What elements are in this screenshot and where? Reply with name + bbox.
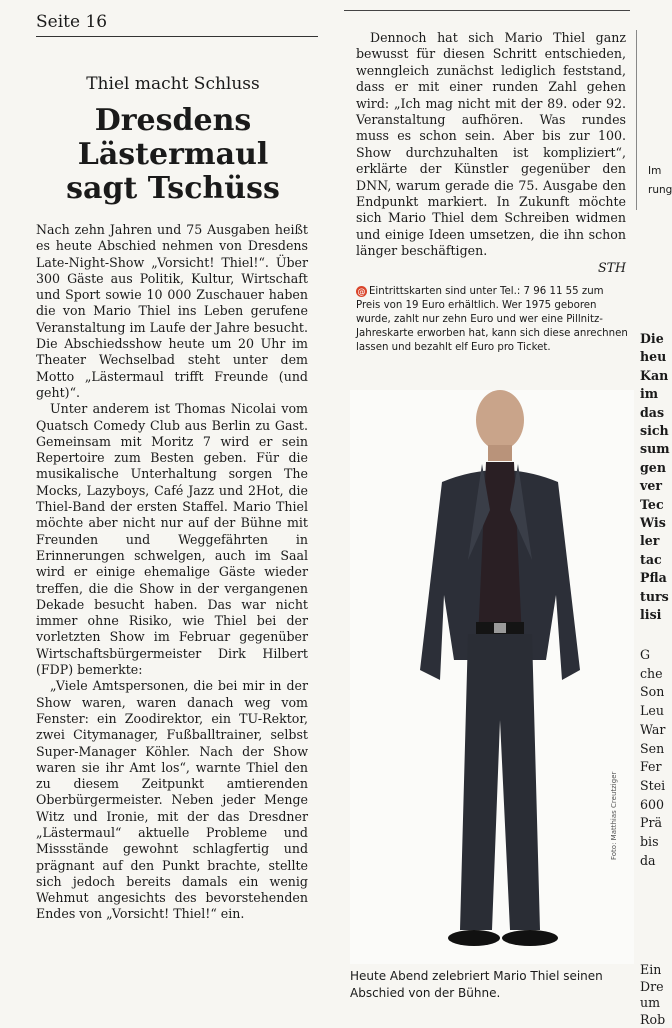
- ticket-info-text: Eintrittskarten sind unter Tel.: 7 96 11 55 zum Preis von 19 Euro erhältlich. Wer 1975 geboren wurde, zahlt nur zehn Euro und wer eine Pillnitz-Jahreskarte erworben hat, kann sich diese anrechnen lassen und bezahlt elf Euro pro Ticket.: [356, 286, 628, 353]
- neighbour-line: bis: [640, 833, 669, 852]
- neighbour-line: sum: [640, 440, 669, 458]
- neighbour-article-body: [640, 646, 669, 870]
- neighbour-line: Dre: [640, 979, 669, 996]
- neighbour-line: das: [640, 404, 669, 422]
- headline-line: Lästermaul: [36, 138, 310, 172]
- neighbour-line: Wis: [640, 514, 669, 532]
- neighbour-line: Stei: [640, 777, 669, 796]
- neighbour-line: ver: [640, 477, 669, 495]
- article-kicker: Thiel macht Schluss: [36, 74, 310, 94]
- page-number: Seite 16: [36, 12, 318, 37]
- neighbour-line: 600: [640, 796, 669, 815]
- neighbour-line: im: [640, 385, 669, 403]
- neighbour-article-top: [648, 162, 669, 200]
- neighbour-line: G: [640, 646, 669, 665]
- neighbour-line: tac: [640, 551, 669, 569]
- article-headline: [36, 104, 310, 206]
- neighbour-article-bottom: [640, 962, 669, 1028]
- neighbour-line: ler: [640, 532, 669, 550]
- neighbour-line: um: [640, 995, 669, 1012]
- neighbour-line: Sen: [640, 740, 669, 759]
- ticket-info-icon: @: [356, 286, 367, 297]
- neighbour-line: rung: [648, 181, 669, 200]
- ticket-info-box: [356, 285, 630, 355]
- neighbour-line: Prä: [640, 814, 669, 833]
- neighbour-line: Son: [640, 683, 669, 702]
- article-body-right: [356, 30, 626, 276]
- neighbour-line: Im: [648, 162, 669, 181]
- neighbour-line: Rob: [640, 1012, 669, 1028]
- neighbour-line: Tec: [640, 496, 669, 514]
- neighbour-line: Ein: [640, 962, 669, 979]
- body-paragraph: „Viele Amtspersonen, die bei mir in der Show waren, waren danach weg vom Fenster: ein Zoodirektor, ein TU-Rektor, zwei Citymanager, Fußballtrainer, selbst Super-Manager Köhler. Nach der Show waren sie ihr Amt los“, warnte Thiel den zu diesem Zeitpunkt amtierenden Oberbürgermeister. Neben jeder Menge Witz und Ironie, mit der das Dresdner „Lästermaul“ aktuelle Probleme und Missstände gewohnt schlagfertig und prägnant auf den Punkt brachte, stellte sich jedoch bereits damals ein wenig Wehmut angesichts des bevorstehenden Endes von „Vorsicht! Thiel!“ ein.: [36, 678, 308, 922]
- body-paragraph: Nach zehn Jahren und 75 Ausgaben heißt es heute Abschied nehmen von Dresdens Late-Night-Show „Vorsicht! Thiel!“. Über 300 Gäste aus Politik, Kultur, Wirtschaft und Sport sowie 10 000 Zuschauer haben die von Mario Thiel ins Leben gerufene Veranstaltung im Laufe der Jahre besucht. Die Abschiedsshow heute um 20 Uhr im Theater Wechselbad steht unter dem Motto „Lästermaul trifft Freunde (und geht)“.: [36, 222, 308, 401]
- neighbour-line: Kan: [640, 367, 669, 385]
- photo-credit: Foto: Matthias Creutziger: [610, 772, 618, 860]
- headline-line: sagt Tschüss: [36, 172, 310, 206]
- neighbour-line: turs: [640, 588, 669, 606]
- body-paragraph: Unter anderem ist Thomas Nicolai vom Quatsch Comedy Club aus Berlin zu Gast. Gemeinsam mit Moritz 7 wird er sein Repertoire zum Besten geben. Für die musikalische Unterhaltung sorgen The Mocks, Lazyboys, Café Jazz und 2Hot, die Thiel-Band der ersten Staffel. Mario Thiel möchte aber nicht nur auf der Bühne mit Freunden und Weggefährten in Erinnerungen schwelgen, auch im Saal wird er einige ehemalige Gäste wieder treffen, die die Show in der vergangenen Dekade besucht haben. Das war nicht immer ohne Risiko, wie Thiel bei der vorletzten Show im Februar gegenüber Wirtschaftsbürgermeister Dirk Hilbert (FDP) bemerkte:: [36, 401, 308, 678]
- neighbour-line: War: [640, 721, 669, 740]
- neighbour-line: Pfla: [640, 569, 669, 587]
- body-paragraph: Dennoch hat sich Mario Thiel ganz bewusst für diesen Schritt entschieden, wenngleich zunächst lediglich feststand, dass er mit einer runden Zahl gehen wird: „Ich mag nicht mit der 89. oder 92. Veranstaltung aufhören. Was rundes muss es schon sein. Aber bis zur 100. Show durchzuhalten ist kompliziert“, erklärte der Künstler gegenüber den DNN, warum gerade die 75. Ausgabe den Endpunkt markiert. In Zukunft möchte sich Mario Thiel dem Schreiben widmen und einige Ideen umsetzen, die ihn schon länger beschäftigen.: [356, 30, 626, 260]
- neighbour-line: sich: [640, 422, 669, 440]
- photo-caption: Heute Abend zelebriert Mario Thiel seinen Abschied von der Bühne.: [350, 968, 638, 1002]
- article-body-left: [36, 222, 308, 923]
- portrait-photo: [350, 390, 634, 964]
- neighbour-line: gen: [640, 459, 669, 477]
- neighbour-line: heu: [640, 348, 669, 366]
- headline-line: Dresdens: [36, 104, 310, 138]
- neighbour-line: Die: [640, 330, 669, 348]
- neighbour-line: che: [640, 665, 669, 684]
- neighbour-line: lisi: [640, 606, 669, 624]
- neighbour-line: Fer: [640, 758, 669, 777]
- author-initials: STH: [356, 260, 626, 276]
- neighbour-article-lead: [640, 330, 669, 625]
- neighbour-line: da: [640, 852, 669, 871]
- column-rule: [344, 10, 630, 11]
- head: [476, 390, 524, 450]
- neighbour-line: Leu: [640, 702, 669, 721]
